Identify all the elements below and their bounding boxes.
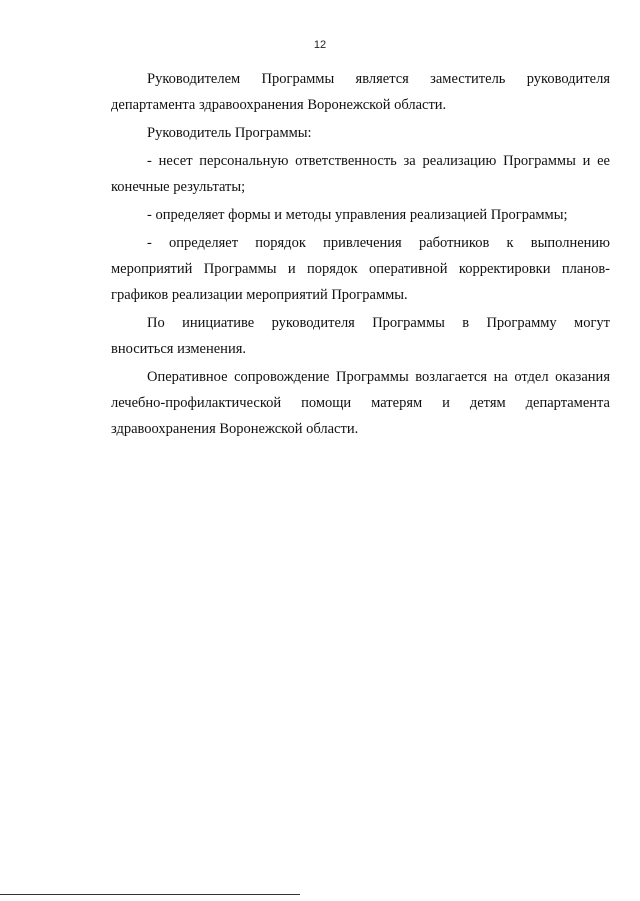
list-item-line: конечные результаты; bbox=[111, 179, 246, 195]
paragraph-head-line: Оперативное сопровождение Программы возлагается на отдел оказания bbox=[147, 369, 610, 385]
paragraph-line: лечебно-профилактической помощи матерям и детям департамента bbox=[111, 395, 610, 411]
paragraph-head-line: Руководителем Программы является заместитель руководителя bbox=[147, 71, 610, 87]
list-item-line: - определяет формы и методы управления реализацией Программы; bbox=[147, 207, 568, 223]
list-item-line: мероприятий Программы и порядок оперативной корректировки планов- bbox=[111, 261, 610, 277]
list-item-line: - определяет порядок привлечения работников к выполнению bbox=[147, 235, 610, 251]
document-body bbox=[111, 66, 610, 442]
paragraph-head-line: По инициативе руководителя Программы в Программу могут bbox=[147, 315, 610, 331]
list-item-line: графиков реализации мероприятий Программы. bbox=[111, 287, 408, 303]
paragraph-line: вноситься изменения. bbox=[111, 341, 246, 357]
footer-rule bbox=[0, 894, 300, 895]
page-number: 12 bbox=[313, 39, 327, 51]
paragraph-head-line: Руководитель Программы: bbox=[147, 125, 312, 141]
list-item-line: - несет персональную ответственность за реализацию Программы и ее bbox=[147, 153, 610, 169]
paragraph-line: здравоохранения Воронежской области. bbox=[111, 421, 359, 437]
paragraph-line: департамента здравоохранения Воронежской области. bbox=[111, 97, 447, 113]
